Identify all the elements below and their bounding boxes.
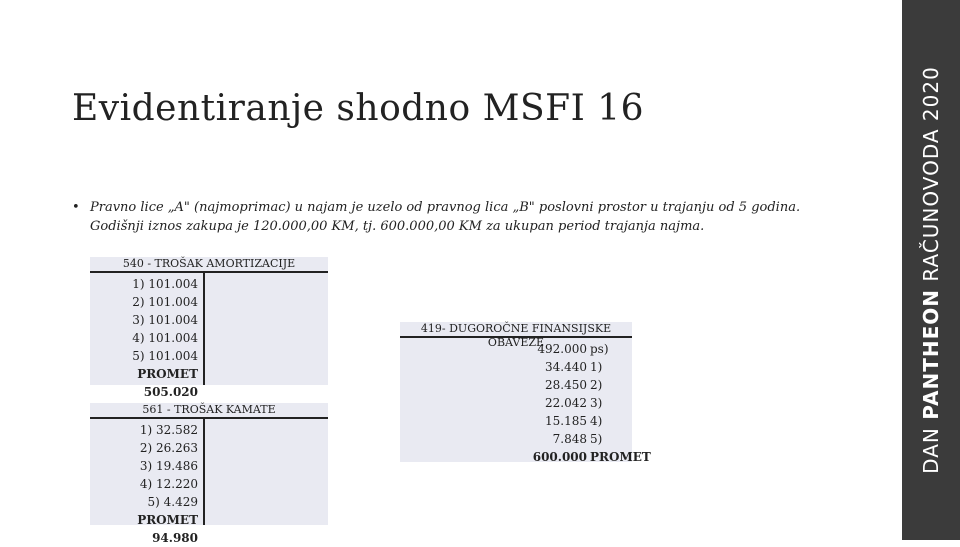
credit-ref: 3) [590, 396, 603, 410]
credit-entry [500, 340, 626, 358]
bullet-icon: • [72, 200, 80, 215]
debit-entry: 5) 4.429 [147, 495, 198, 509]
credit-amount: 7.848 [552, 432, 587, 446]
debit-entry: 4) 12.220 [139, 477, 198, 491]
credit-ref: 4) [590, 414, 603, 428]
debit-entry: 3) 19.486 [139, 459, 198, 473]
event-logo-suffix: RAČUNOVODA 2020 [919, 66, 943, 289]
debit-entry: 1) 32.582 [139, 423, 198, 437]
debit-total: PROMET 505.020 [137, 367, 198, 399]
debit-entry: 1) 101.004 [132, 277, 198, 291]
debit-entry: 2) 26.263 [139, 441, 198, 455]
page-title: Evidentiranje shodno MSFI 16 [72, 88, 645, 129]
debit-entry: 5) 101.004 [132, 349, 198, 363]
credit-ref: 2) [590, 378, 603, 392]
t-account-419 [400, 322, 651, 464]
credit-total-label: PROMET [590, 450, 651, 464]
debit-entry: 2) 101.004 [132, 295, 198, 309]
debit-entry: 4) 101.004 [132, 331, 198, 345]
credit-total [500, 448, 651, 466]
t-account-540 [90, 257, 328, 399]
bullet-paragraph [72, 198, 832, 236]
credit-entry [500, 430, 626, 448]
credit-ref: 1) [590, 360, 603, 374]
credit-amount: 22.042 [545, 396, 587, 410]
credit-entry [500, 394, 626, 412]
credit-column [500, 340, 651, 466]
t-account-divider [203, 419, 205, 525]
event-logo-text [919, 66, 943, 474]
credit-entry [500, 412, 626, 430]
credit-amount: 34.440 [545, 360, 587, 374]
debit-entry: 3) 101.004 [132, 313, 198, 327]
t-account-divider [203, 273, 205, 385]
t-account-header: 561 - TROŠAK KAMATE [90, 403, 328, 419]
credit-entry [500, 358, 626, 376]
credit-amount: 28.450 [545, 378, 587, 392]
t-account-header: 419- DUGOROČNE FINANSIJSKE OBAVEZE [400, 322, 632, 338]
credit-entry [500, 376, 626, 394]
credit-total-amount: 600.000 [532, 450, 587, 464]
credit-amount: 15.185 [545, 414, 587, 428]
credit-ref: 5) [590, 432, 603, 446]
t-account-header: 540 - TROŠAK AMORTIZACIJE [90, 257, 328, 273]
debit-column [90, 421, 198, 545]
event-logo-brand: PANTHEON [919, 288, 943, 420]
bullet-text: Pravno lice „A" (najmoprimac) u najam je uzelo od pravnog lica „B" poslovni prostor u trajanju od 5 godina. Godišnji iznos zakupa je 120.000,00 KM, tj. 600.000,00 KM za ukupan period trajanja najma. [90, 200, 801, 234]
debit-column [90, 275, 198, 399]
debit-total: PROMET 94.980 [137, 513, 198, 545]
credit-amount: 492.000 [537, 342, 587, 356]
t-account-561 [90, 403, 328, 545]
event-logo-prefix: DAN [919, 419, 943, 474]
credit-ref: ps) [590, 342, 609, 356]
